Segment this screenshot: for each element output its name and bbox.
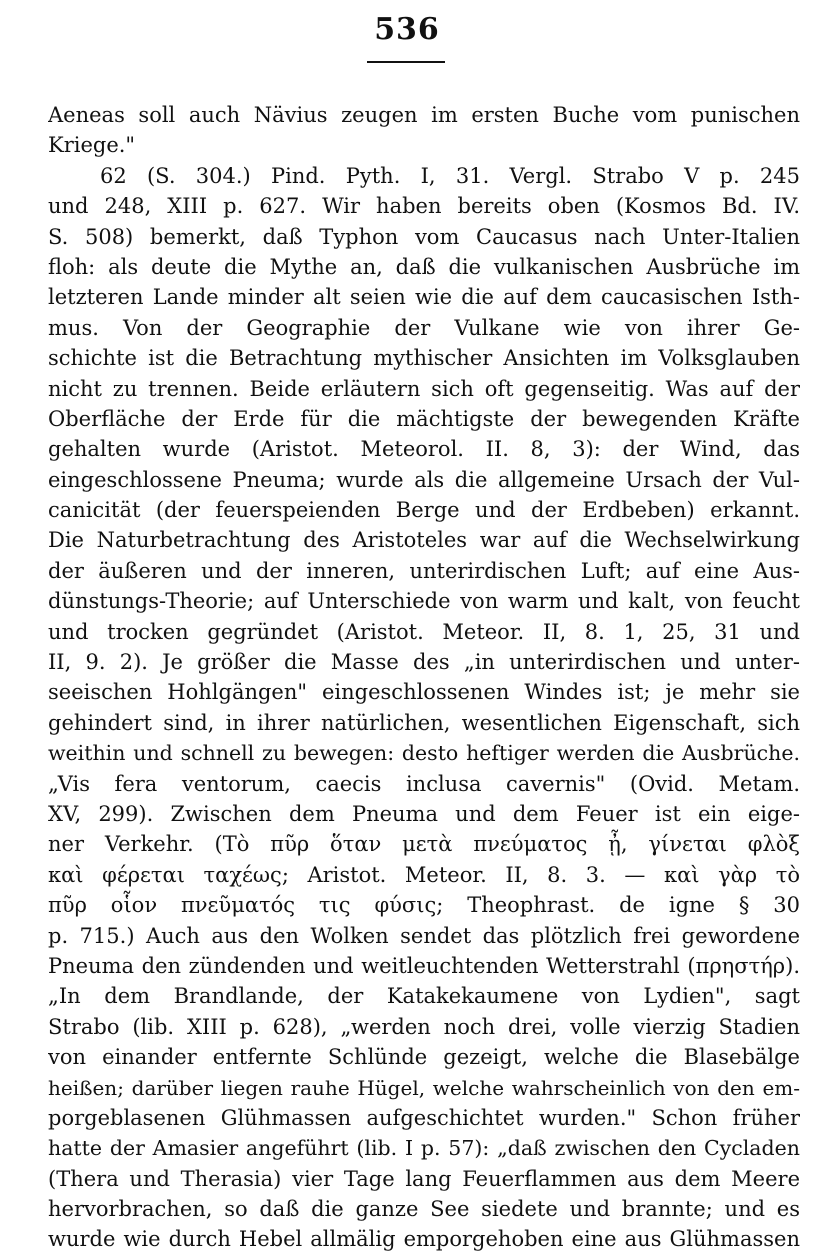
text-line: schichte ist die Betrachtung mythischer Ansichten im Volksglauben	[48, 346, 800, 371]
text-line: floh: als deute die Mythe an, daß die vulkanischen Ausbrüche im	[48, 254, 800, 279]
text-line: der äußeren und der inneren, unterirdischen Luft; auf eine Aus-	[48, 558, 800, 583]
text-line: hervorbrachen, so daß die ganze See siedete und brannte; und es	[48, 1197, 800, 1222]
text-line: gehindert sind, in ihrer natürlichen, wesentlichen Eigenschaft, sich	[48, 710, 800, 735]
text-line: πῦρ οἷον πνεῦματός τις φύσις; Theophrast. de igne § 30	[48, 893, 800, 918]
text-line: (Thera und Therasia) vier Tage lang Feuerflammen aus dem Meere	[48, 1166, 800, 1191]
text-line: ner Verkehr. (Τὸ πῦρ ὅταν μετὰ πνεύματος ᾖ, γίνεται φλὸξ	[48, 832, 800, 857]
text-line: Die Naturbetrachtung des Aristoteles war auf die Wechselwirkung	[48, 528, 800, 553]
header-rule	[367, 61, 445, 63]
text-line: und 248, XIII p. 627. Wir haben bereits oben (Kosmos Bd. IV.	[48, 194, 800, 219]
text-line: wurde wie durch Hebel allmälig emporgehoben eine aus Glühmassen	[48, 1227, 800, 1252]
text-line: weithin und schnell zu bewegen: desto heftiger werden die Ausbrüche.	[48, 741, 800, 766]
footnote-text	[48, 100, 800, 1255]
page-number: 536	[374, 12, 440, 47]
text-line: S. 508) bemerkt, daß Typhon vom Caucasus nach Unter-Italien	[48, 224, 800, 249]
text-line: Kriege."	[48, 133, 136, 158]
text-line: seeischen Hohlgängen" eingeschlossenen Windes ist; je mehr sie	[48, 680, 800, 705]
text-line: Pneuma den zündenden und weitleuchtenden Wetterstrahl (πρηστήρ).	[48, 953, 800, 978]
text-line: Oberfläche der Erde für die mächtigste der bewegenden Kräfte	[48, 406, 800, 431]
text-line: porgeblasenen Glühmassen aufgeschichtet wurden." Schon früher	[48, 1105, 800, 1130]
text-line: hatte der Amasier angeführt (lib. I p. 57): „daß zwischen den Cycladen	[48, 1136, 800, 1161]
text-line: gehalten wurde (Aristot. Meteorol. II. 8, 3): der Wind, das	[48, 437, 800, 462]
text-line: Aeneas soll auch Nävius zeugen im ersten Buche vom punischen	[48, 103, 800, 127]
text-line: heißen; darüber liegen rauhe Hügel, welche wahrscheinlich von den em-	[48, 1075, 800, 1100]
text-line: von einander entfernte Schlünde gezeigt, welche die Blasebälge	[48, 1045, 800, 1070]
text-line: II, 9. 2). Je größer die Masse des „in unterirdischen und unter-	[48, 650, 800, 675]
footnote-62-start: 62 (S. 304.) Pind. Pyth. I, 31. Vergl. Strabo V p. 245	[100, 163, 800, 188]
text-line: p. 715.) Auch aus den Wolken sendet das plötzlich frei gewordene	[48, 923, 800, 948]
text-line: eingeschlossene Pneuma; wurde als die allgemeine Ursach der Vul-	[48, 467, 800, 492]
text-line: „Vis fera ventorum, caecis inclusa cavernis" (Ovid. Metam.	[48, 771, 800, 796]
text-line: „In dem Brandlande, der Katakekaumene von Lydien", sagt	[48, 984, 800, 1009]
text-line: XV, 299). Zwischen dem Pneuma und dem Feuer ist ein eige-	[48, 801, 800, 826]
text-line: mus. Von der Geographie der Vulkane wie von ihrer Ge-	[48, 315, 800, 340]
text-line: canicität (der feuerspeienden Berge und der Erdbeben) erkannt.	[48, 498, 800, 523]
text-line: καὶ φέρεται ταχέως; Aristot. Meteor. II, 8. 3. — καὶ γὰρ τὸ	[48, 862, 800, 887]
text-line: Strabo (lib. XIII p. 628), „werden noch drei, volle vierzig Stadien	[48, 1014, 800, 1039]
text-line: letzteren Lande minder alt seien wie die auf dem caucasischen Isth-	[48, 285, 800, 310]
text-line: und trocken gegründet (Aristot. Meteor. II, 8. 1, 25, 31 und	[48, 619, 800, 644]
text-line: dünstungs-Theorie; auf Unterschiede von warm und kalt, von feucht	[48, 589, 800, 614]
text-line: nicht zu trennen. Beide erläutern sich oft gegenseitig. Was auf der	[48, 376, 800, 401]
